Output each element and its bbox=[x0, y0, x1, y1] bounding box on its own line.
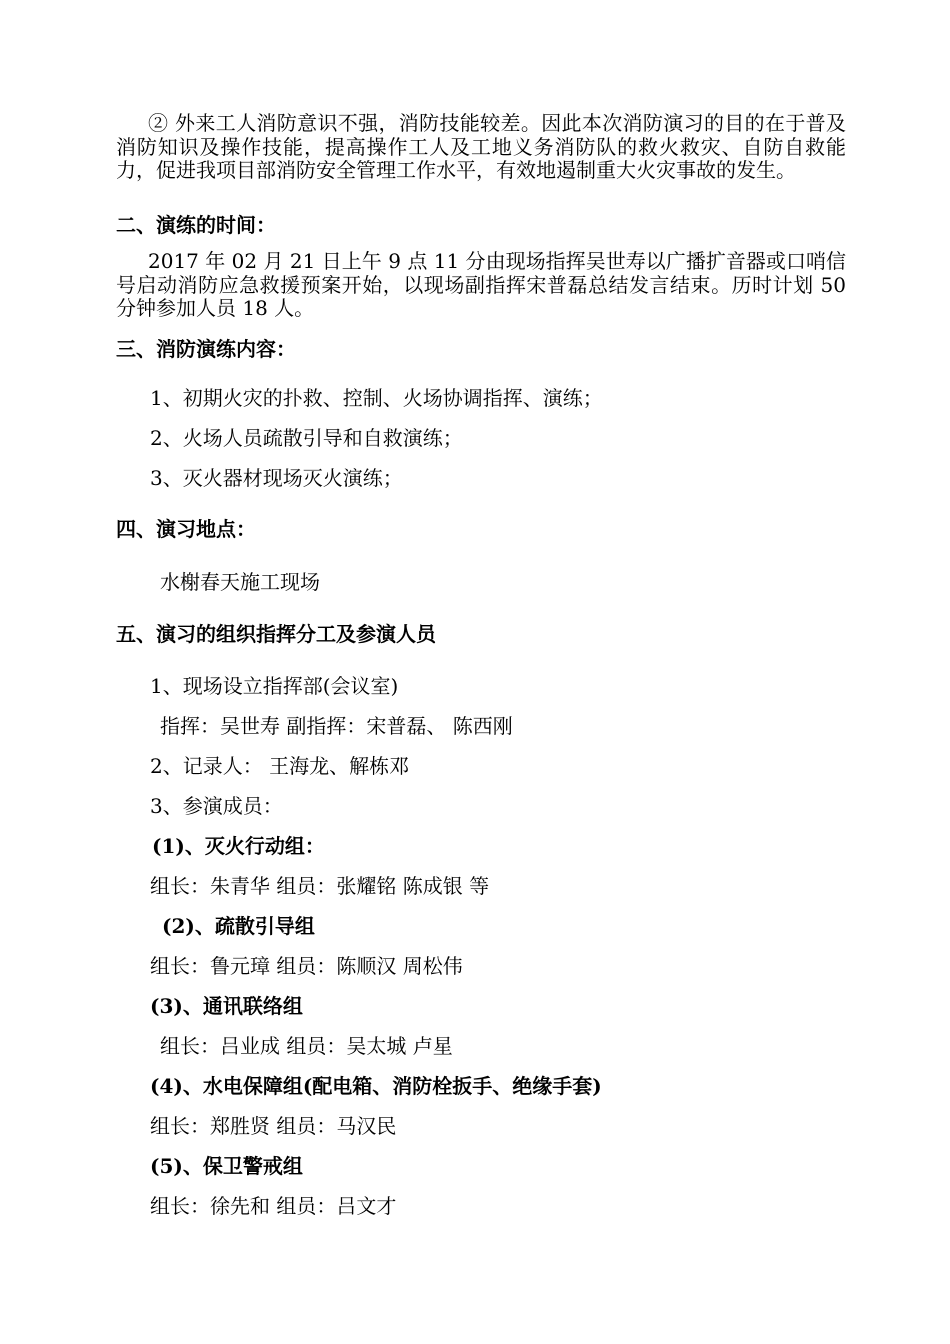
location-text: 水榭春天施工现场 bbox=[160, 570, 320, 594]
group-name: (3)、通讯联络组 bbox=[150, 994, 303, 1018]
group-name: (2)、疏散引导组 bbox=[162, 914, 315, 938]
time-text: 2017 年 02 月 21 日上午 9 点 11 分由现场指挥吴世寿以广播扩音器或口哨信号启动消防应急救援预案开始，以现场副指挥宋普磊总结发言结束。历时计划 50 分钟参加人员 18 人。 bbox=[116, 249, 846, 320]
content-heading: 三、消防演练内容： bbox=[116, 337, 296, 361]
group-members: 组长：朱青华 组员：张耀铭 陈成银 等 bbox=[150, 874, 490, 898]
organization-heading: 五、演习的组织指挥分工及参演人员 bbox=[116, 622, 436, 646]
command-post: 1、现场设立指挥部(会议室) bbox=[150, 674, 399, 698]
content-item-3: 3、灭火器材现场灭火演练； bbox=[150, 466, 403, 490]
members-title: 3、参演成员： bbox=[150, 794, 283, 818]
group-members: 组长：徐先和 组员：吕文才 bbox=[150, 1194, 397, 1218]
intro-point-2: ② 外来工人消防意识不强，消防技能较差。因此本次消防演习的目的在于普及消防知识及操作技能，提高操作工人及工地义务消防队的救火救灾、自防自救能力，促进我项目部消防安全管理工作水平，有效地遏制重大火灾事故的发生。 bbox=[116, 111, 846, 182]
location-heading: 四、演习地点： bbox=[116, 517, 256, 541]
group-name: (1)、灭火行动组： bbox=[152, 834, 325, 858]
commanders: 指挥：吴世寿 副指挥：宋普磊、 陈西刚 bbox=[160, 714, 513, 738]
recorders: 2、记录人： 王海龙、解栋邓 bbox=[150, 754, 410, 778]
content-item-2: 2、火场人员疏散引导和自救演练； bbox=[150, 426, 463, 450]
group-members: 组长：鲁元璋 组员：陈顺汉 周松伟 bbox=[150, 954, 463, 978]
group-name: (4)、水电保障组(配电箱、消防栓扳手、绝缘手套) bbox=[150, 1074, 602, 1098]
group-members: 组长：郑胜贤 组员：马汉民 bbox=[150, 1114, 397, 1138]
group-name: (5)、保卫警戒组 bbox=[150, 1154, 303, 1178]
time-heading: 二、演练的时间： bbox=[116, 213, 276, 237]
content-item-1: 1、初期火灾的扑救、控制、火场协调指挥、演练； bbox=[150, 386, 603, 410]
group-members: 组长：吕业成 组员：吴太城 卢星 bbox=[160, 1034, 453, 1058]
